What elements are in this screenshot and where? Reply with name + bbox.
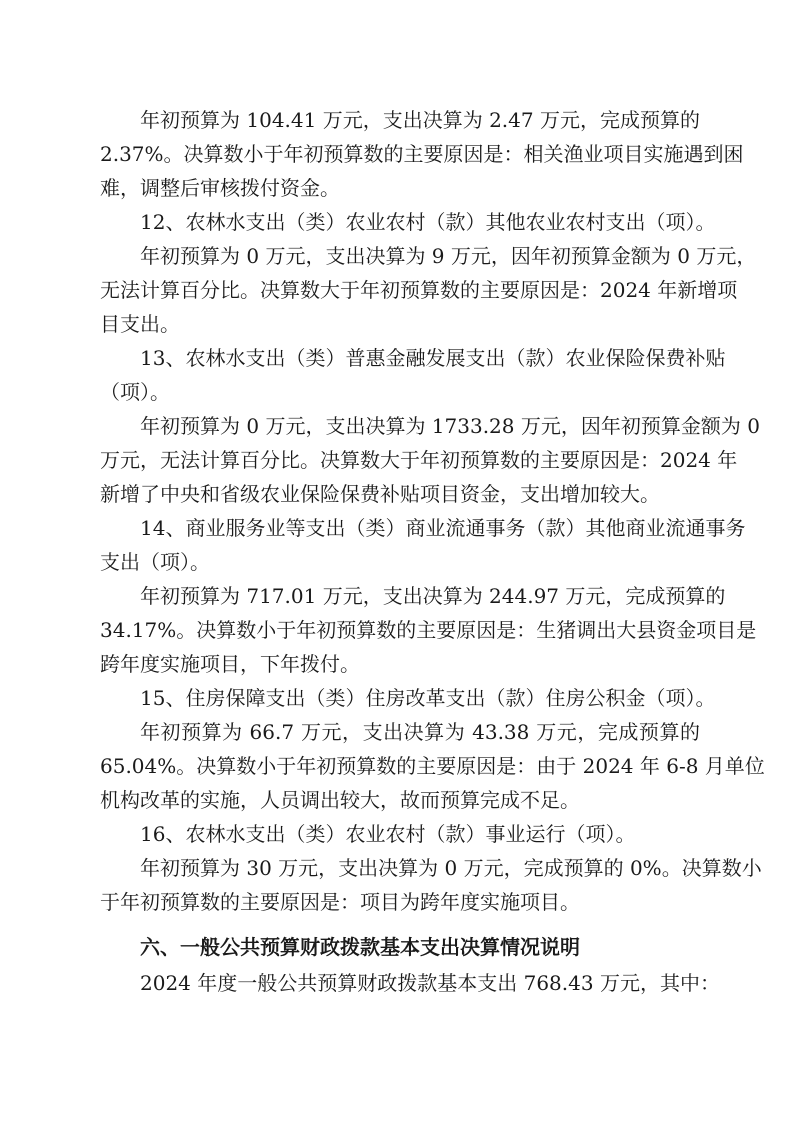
text-line: 万元，无法计算百分比。决算数大于年初预算数的主要原因是：2024 年 [100, 448, 738, 472]
text-line: 机构改革的实施，人员调出较大，故而预算完成不足。 [100, 788, 580, 812]
text-line: 年初预算为 104.41 万元，支出决算为 2.47 万元，完成预算的 [140, 108, 700, 132]
text-line: 16、农林水支出（类）农业农村（款）事业运行（项）。 [140, 822, 636, 846]
text-line: 15、住房保障支出（类）住房改革支出（款）住房公积金（项）。 [140, 686, 716, 710]
text-line: 难，调整后审核拨付资金。 [100, 176, 340, 200]
section-intro: 2024 年度一般公共预算财政拨款基本支出 768.43 万元，其中： [140, 971, 720, 995]
text-line: 年初预算为 66.7 万元，支出决算为 43.38 万元，完成预算的 [140, 720, 700, 744]
text-line: 12、农林水支出（类）农业农村（款）其他农业农村支出（项）。 [140, 210, 716, 234]
text-line: 年初预算为 30 万元，支出决算为 0 万元，完成预算的 0%。决算数小 [140, 856, 762, 880]
text-line: 新增了中央和省级农业保险保费补贴项目资金，支出增加较大。 [100, 482, 660, 506]
text-line: 跨年度实施项目，下年拨付。 [100, 652, 360, 676]
text-line: 2.37%。决算数小于年初预算数的主要原因是：相关渔业项目实施遇到困 [100, 142, 744, 166]
text-line: （项）。 [100, 380, 170, 404]
text-line: 于年初预算数的主要原因是：项目为跨年度实施项目。 [100, 890, 580, 914]
text-line: 目支出。 [100, 312, 180, 336]
text-line: 支出（项）。 [100, 550, 210, 574]
text-line: 无法计算百分比。决算数大于年初预算数的主要原因是：2024 年新增项 [100, 278, 738, 302]
text-line: 年初预算为 717.01 万元，支出决算为 244.97 万元，完成预算的 [140, 584, 726, 608]
text-line: 34.17%。决算数小于年初预算数的主要原因是：生猪调出大县资金项目是 [100, 618, 757, 642]
section-heading: 六、一般公共预算财政拨款基本支出决算情况说明 [140, 935, 580, 959]
text-line: 65.04%。决算数小于年初预算数的主要原因是：由于 2024 年 6-8 月单位 [100, 754, 765, 778]
text-line: 年初预算为 0 万元，支出决算为 1733.28 万元，因年初预算金额为 0 [140, 414, 760, 438]
text-line: 年初预算为 0 万元，支出决算为 9 万元，因年初预算金额为 0 万元， [140, 244, 757, 268]
text-line: 13、农林水支出（类）普惠金融发展支出（款）农业保险保费补贴 [140, 346, 726, 370]
text-line: 14、商业服务业等支出（类）商业流通事务（款）其他商业流通事务 [140, 516, 746, 540]
